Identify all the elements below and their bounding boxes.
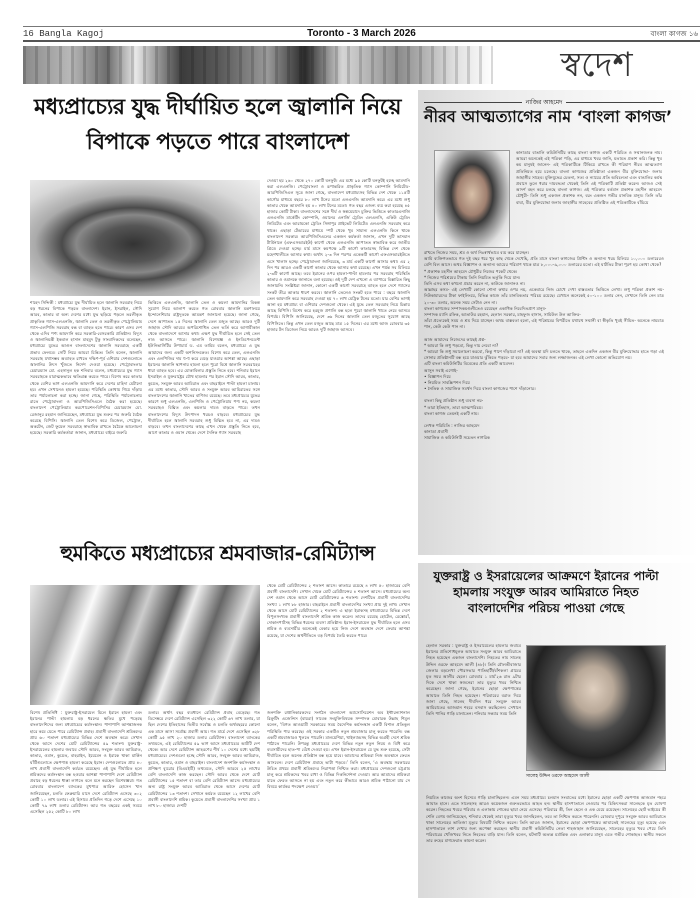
opinion-paragraph: তাঁরা প্রত্যেকেই সময় ও শ্রম দিয়ে যাচ্ছেন। অথচ বাস্তবতা হলো, এই পরিশ্রমের বিপরীতে যথাযথ সম্মানী বা স্বীকৃতি খুবই সীমিত- অনেকে নামমাত্র পান, কেউ কেউ পান না। (424, 318, 664, 330)
opinion-paragraph: আজ আমাদের নিজেদের কাছেই প্রশ্ন- (424, 336, 486, 342)
news-box-headline: যুক্তরাষ্ট্র ও ইসরায়েলের আক্রমণে ইরানের পাল্টা হামলায় সংযুক্ত আরব আমিরাতে নিহত বাংলাদেশির পরিচয় পাওয়া গেছে (433, 569, 659, 615)
gas-stove-photo (30, 180, 260, 296)
lead-column-2: ভিত্তিতে এলএনজি, জ্বালানি তেল ও কয়লা আমদানির বিকল্প সুযোগ নিয়ে আলাপ করতে গত রোববার জ্বালানি মন্ত্রণালয়ে ইন্দোনেশিয়ার রাষ্ট্রদূতকে আমন্ত্রণ জানানো হয়েছে। জানা গেছে, দেশে আপাতত ১৫ দিনের জ্বালানি তেল মজুত আছে। আরও দুটি জাহাজ সৌদি আরবে অপরিশোধিত তেল ভর্তি করে আগামীকাল থেকে বাংলাদেশে আসার কথা। এক্ষণ যুদ্ধ দীর্ঘায়িত হলে সেই তেল নাও আসতে পারে। জ্বালানি বিশেষজ্ঞ ও ইনডিপেনডেন্ট ইউনিভার্সিটির উপাচার্য ড. এম তামিম বলেন, মধ্যপ্রাচ্যে এ যুদ্ধ আমাদের জন্য একটি অশনিসংকেত। বিশেষ করে তেল, এলএনজি এবং এলপিজির দাম হু-হু করে বেড়ে যাওয়ার আশঙ্কা আছে। এছাড়া ইরানের জ্বালানি স্থাপনায় হামলা হলে পুরো বিশ্বে জ্বালানি সরবরাহের ধারা ব্যাহত হবে। এর মোকাবিলার প্রস্তুতি নিতে হবে। শনিবার ইরানে ইসরাইল ও যুক্তরাষ্ট্রের যৌথ হামলার পর ইরান সৌদি আরব, কাতার, কুয়েত, সংযুক্ত আরব আমিরাত এবং বাহরাইনে পাল্টা হামলা চালায়। এর মধ্যে কাতার, সৌদি আরব ও সংযুক্ত আরব আমিরাতের সঙ্গে বাংলাদেশের জ্বালানি খাতের বাণিজ্য রয়েছে। তবে মধ্যপ্রাচ্যের যুদ্ধের কারণে শুধু এলএনজি, এলপিজি ও পেট্রোলিয়াম পণ্য নয়, কয়লা সরবরাহও বিঘ্নিত এবং কয়লার দামও বাড়তে পারে। তখন বাংলাদেশের বিদ্যুৎ উৎপাদন খরচও বাড়বে। মধ্যপ্রাচ্যের যুদ্ধ দীর্ঘায়িত হলে জ্বালানি সরবরাহ শুধু বিঘ্নিত হবে না, এর দামও বাড়বে। তখন বাংলাদেশের কাছে এখন থেকে প্রস্তুতি নিতে হবে, আগে কাতার ও ওমান থেকে। দেশে দৈনিক গ্যাস সরবরাহ (148, 300, 260, 436)
news-box (418, 563, 700, 898)
remittance-photo (30, 585, 260, 705)
lead-column-1: শাহেদ সিদ্দিকী : মধ্যপ্রাচ্যে যুদ্ধ দীর্ঘায়িত হলে জ্বালানি সরবরাহ নিয়ে বড় ধরনের বিপাকে পড়তে বাংলাদেশ। ইরান, ইসরাইল, সৌদি আরব, কাতার বা অন্য দেশের মধ্যে যুদ্ধ ছড়িয়ে পড়লে তরলীকৃত প্রাকৃতিক গ্যাস-এলএনজি, জ্বালানি তেল ও তরলীকৃত পেট্রোলিয়াম গ্যাস-এলপিজি সরবরাহ বন্ধ বা ব্যাহত হতে পারে। কারণ এসব দেশ থেকে এদিব পণ্য আমদানি করে সরকারি-বেসরকারি প্রতিষ্ঠান। বিদ্যুৎ ও জ্বালানিমন্ত্রী ইকবাল হাসান মাহমুদ টুকু সাংবাদিকদের বলেছেন, মধ্যপ্রাচ্যে যুদ্ধের আগুন বাংলাদেশের জ্বালানি সরবরাহে একটি প্রভাব ফেলবে। সেটি নিয়ে আমরা চিন্তিত। তিনি বলেন, জ্বালানি সরবরাহ যথাসম্ভব অব্যাহত রাখতে দক্ষিণ-পূর্ব এশিয়ার দেশগুলোতে জ্বালানির উৎস খুঁজতে নির্দেশ দেওয়া হয়েছে। পেট্রোবাংলার চেয়ারম্যান মো. এহসানুল হক শনিবার বলেন, মধ্যপ্রাচ্যের যুদ্ধ গ্যাস সরবরাহকে মারাত্মকভাবে ক্ষতিগ্রস্ত করতে পারে। বিশেষ করে কাতার থেকে বেশির ভাগ এলএনজি আমদানি করে দেশের চাহিদা মেটানো হয়। এখন সেখানেও হামলা হয়েছে। পরিস্থিতি কোথায় গিয়ে দাঁড়ায় তার পর্যালোচনা করা হচ্ছে। জানা গেছে, পরিস্থিতি পর্যালোচনায় রাতে পেট্রোবাংলা ও আরপিজিসিএলে বৈঠক করা হয়েছে। বাংলাদেশ পেট্রোলিয়াম করপোরেশন-বিপিসির চেয়ারম্যান মো. রেজানুর রহমান জানিয়েছেন, মধ্যপ্রাচ্যে যুদ্ধ শুরুর পর জরুরি বৈঠক করেছে বিপিসি। জ্বালানি তেল বিশেষ করে ডিজেল, পেট্রোল, অকটেন, জেট ফুয়েল সরবরাহে স্বাভাবিক রাখতে বৈঠকে আলোচনা হয়েছে। সরকারি কর্মকর্তারা জানান, মধ্যপ্রাচ্যে বাইরে জরুরি (30, 300, 142, 436)
section-title: স্বদেশ (560, 45, 633, 85)
dateline: Toronto - 3 March 2026 (307, 28, 416, 39)
opinion-paragraph: বাংলা কাগজ তেমনই একটি নাম। (424, 410, 479, 416)
banner-photo-collage (23, 46, 493, 84)
opinion-paragraph: * আমরা কি শুধু পড়বো, কিন্তু দায় নেবো না? (424, 342, 499, 348)
second-column-1: বিশেষ প্রতিনিধি : যুক্তরাষ্ট্র-ইসরায়েল মিলে ইরানে হামলা এবং ইরানের পাল্টা হামলায় বড় ধরনের ক্ষতির মুখে পড়েছে বাংলাদেশিদের জন্য মধ্যপ্রাচ্যের কর্মসংস্থান। পাশাপাশি আশঙ্কাজনক হারে কমে যেতে পারে রেমিট্যান্স প্রবাহ। প্রবাসী বাংলাদেশি শ্রমিকদের প্রায় ৬০ শতাংশ মধ্যপ্রাচ্যের বিভিন্ন দেশে অবস্থান করে। সেখান থেকে আসে দেশের মোট রেমিট্যান্সের ৫৯ শতাংশ। যুক্তরাষ্ট্র-ইসরায়েলের হামলার জবাবে সৌদি আরব, সংযুক্ত আরব আমিরাত, কাতার, ওমান, কুয়েত, বাহরাইন, ইয়েমেন ও ইরাকে থাকা মার্কিন ঘাঁটিগুলোতে ক্ষেপণাস্ত্র হামলা করেছে ইরান। দেশগুলোতে প্রায় ৪০ লাখ প্রবাসী বাংলাদেশি কর্মরত রয়েছেন। এই যুদ্ধ দীর্ঘায়িত হলে শ্রমিকদের কর্মসংস্থান বন্ধ হওয়ার আশঙ্কা পাশাপাশি দেশে রেমিট্যান্স প্রবাহে বড় ধরনের ধাক্কা লাগতে বলে মনে করছেন বিশেষজ্ঞরা। গত রোববার বাংলাদেশ ব্যাংকের মুখপাত্র আরিফ হোসেন খান জানিয়েছেন, চলতি ফেব্রুয়ারি মাসে দেশে রেমিট্যান্স এসেছে ৩০২ কোটি ১০ লাখ ডলার। এই হিসাবে প্রতিদিন গড়ে দেশে এসেছে ১০ কোটি ৭৯ লাখ ডলার রেমিট্যান্স। আর গত বছরের একই সময়ে এসেছিল ২৫২ কোটি ৮০ লাখ (30, 710, 142, 815)
opinion-paragraph: সামাজিক ও কমিউনিটি সচেতন নাগরিক (424, 435, 490, 441)
page-header (23, 26, 700, 42)
second-column-3: জনশক্তি রপ্তানিকারকদের সংগঠন বাংলাদেশ অ্যাসোসিয়েশন অব ইন্টারন্যাশনাল রিক্রুটিং এজেন্সিস (বায়রা) সাবেক সংযুক্তিবিষয়ক সম্পাদক মোবারক উল্লাহ শিমুল বলেন, ‘বিগত আওয়ামী সরকারের সময় বৈদেশিক কর্মসংস্থান একটি বিশাল প্রতিকূল পরিস্থিতি পার করেছে। ওই সরকার একটিও নতুন শ্রমবাজার চালু করতে পারেনি। বন্ধ একটি শ্রমবাজারও খুলতে পারেনি। মালয়েশিয়া, থাইল্যান্ডসহ বিভিন্ন অগ্রহী দেশে শ্রমিক পাঠাতে পারেনি। উপরন্তু মধ্যপ্রাচ্যের দেশে বিভিন্ন নতুন নতুন নিয়ম ও বিধি করে ব্যবসায়ীদের হাত-পা বেঁধে দেওয়া হয়। এখন ইরান-ইসরায়েল যে যুদ্ধ শুরু হয়েছে, সেটা দীর্ঘায়িত হলে অনেক প্রতিষ্ঠান বন্ধ হয়ে যাবে। আমাদের শ্রমিকরা নিজ অবস্থানে ফেরত আসবেন। দেশে রেমিট্যান্স প্রবাহে ভাটা পড়বে।’ তিনি বলেন, ‘এ অবস্থায় সরকারের উচিত প্রথমে প্রবাসী শ্রমিকদের নিরাপত্তা নিশ্চিত করা। মধ্যপ্রাচ্যের দেশগুলো চট্টগ্রাম চালু করে শ্রমিকদের খবর রাখা ও বিভিন্ন দিকনির্দেশনা দেওয়া। আর আমাদের শ্রমিকরা যাতে ফেরত আসতে না হয় এবং নতুন করে কীভাবে আরও শ্রমিক পাঠানো যায় সে বিষয়ে কার্যকর পদক্ষেপ নেওয়া।’ (267, 710, 410, 790)
opinion-paragraph: আমি ব্যক্তিগতভাবে গত দুই বছর ধরে খুব কাছ থেকে দেখেছি, প্রতি মাসে বাংলা কাগজের প্রিন্টিং ও অন্যান্য খরচ মিলিয়ে ১০,০০০ ডলারেরও বেশি বিল আসে। অথচ বিজ্ঞাপন ও অন্যান্য আয়ের পরিমাণ থাকে মাত্র ৮,০০০-৯,০০০ ডলারের মতো। এই ঘাটতির টাকা পূরণ হয় কোথা থেকে? (424, 256, 664, 268)
opinion-byline: নাজির আহমেদ (424, 97, 664, 108)
lead-headline: মধ্যপ্রাচ্যের যুদ্ধ দীর্ঘায়িত হলে জ্বালানি নিয়ে বিপাকে পড়তে পারে বাংলাদেশ (34, 95, 401, 155)
second-headline: হুমকিতে মধ্যপ্রাচ্যের শ্রমবাজার-রেমিট্যান্স (60, 541, 375, 565)
opinion-box (418, 90, 700, 555)
opinion-paragraph: বাংলা কিছু প্রতিষ্ঠান শুধু ব্যবসা নয়- (424, 398, 484, 404)
opinion-paragraph: আসুন সবাই এগোই- (424, 367, 458, 373)
opinion-paragraph: * আমরা কি শুধু সমালোচনা করবো, কিন্তু পাশে দাঁড়াবো না? এই অবস্থা যদি চলতে থাকে, তাহলে একদিন একজন বীর মুক্তিযোদ্ধার হাতে গড়া এই সোনার প্রতিষ্ঠানটি বন্ধ হয়ে যাওয়ার ঝুঁকিতে পড়বে- যা হবে আমাদের সবার জন্য লজ্জাজনক। এই লেখা কোনো অভিযোগ নয়। (424, 349, 664, 361)
page-number-right: বাংলা কাগজ ১৬ (650, 29, 698, 38)
victim-photo-caption: সালেহ উদ্দিন ওরফে আহমেদ আলী (526, 774, 590, 779)
section-banner (23, 46, 700, 84)
byline-rule (566, 102, 664, 103)
opinion-paragraph: • বিজ্ঞাপন দিয়ে (424, 373, 451, 379)
opinion-paragraph: * তারা ইতিহাস, তারা আত্মপরিচয়। (424, 404, 483, 410)
opinion-headline: নীরব আত্মত্যাগের নাম ‘বাংলা কাগজ’ (424, 107, 673, 126)
opinion-paragraph: এটি বাংলা কমিউনিটির বিবেকের প্রতি একটি আবেদন। (424, 361, 515, 367)
page-number-left: 16 Bangla Kagoj (23, 28, 105, 39)
victim-portrait (526, 645, 666, 771)
opinion-paragraph: সম্পাদক ম্যানি রফিক, আতাউর রহমান, হেলাল সরকার, মাহফুজ হাসান, সামিউল উল আক্তির- (424, 312, 581, 318)
opinion-paragraph: • নিয়মিত সাবস্ক্রিপশন দিয়ে (424, 380, 470, 386)
opinion-paragraph: কানাডা প্রবাসী (424, 429, 449, 435)
opinion-paragraph: বাংলা কাগজের সম্পাদকমণ্ডলীতেও রয়েছেন একাধিক নিবেদিতপ্রাণ মানুষ- (424, 305, 547, 311)
byline-rule (424, 102, 522, 103)
opinion-paragraph: • নৈতিক ও সামাজিক সমর্থন দিয়ে বাংলা কাগজের পাশে দাঁড়ানোর। (424, 386, 536, 392)
lead-column-3: দেওয়া হয় ২৬০ থেকে ২৭০ কোটি ঘনফুট। এর মধ্যে ৯৫ কোটি ঘনফুটই হচ্ছে আমদানি করা এলএনজি। পেট্রোবাংলা ও রূপান্তরিত প্রাকৃতিক গ্যাস কোম্পানি লিমিটেড-আরপিজিসিএল সূত্রে জানা গেছে, বাংলাদেশ মধ্যপ্রাচ্যসহ বিভিন্ন দেশ থেকে ১১৫টি কার্গোর মাধ্যমে বছরে ৮০ লাখ টনের মতো এলএনজি আমদানি করে। এর মধ্যে শুধু কাতার থেকে আমদানি হয় ৪০ লাখ টনের মতো। গত বছর এজন্য ব্যয় করা হয়েছে ৪৫ হাজার কোটি টাকা। বাংলাদেশের সঙ্গে দীর্ঘ ও স্বল্পমেয়াদে চুক্তির ভিত্তিতে কাতারএনার্জি এলএনজি মার্কেটিং কোম্পানি, ওমানের এনার্জি ট্রেডিং এলএলসি, একিউ ট্রেডিং লিমিটেড এবং আরামকো ট্রেডিং সিঙ্গাপুর প্রাইভেট লিমিটেড এলএনজি সরবরাহ করে থাকে। এছাড়া টেন্ডারের মাধ্যমে স্পট থেকে খুব সামান্য এলএনজি কিনে থাকে বাংলাদেশ সরকার। আরপিজিসিএলের একজন কর্মকর্তা জানান, এখন দুটি ভাসমান টার্মিনালে (এফএসআরইউ) কার্গো থেকে এলএনজি আপাতত স্বাভাবিক করে জাতীয় গ্রিডে দেওয়া হচ্ছে। মার্চ মাসে কমপক্ষে ৯টি কার্গো কাতারসহ বিভিন্ন দেশ থেকে মহেশখালীতে আসার কথা। অর্থাৎ ২-৩ দিন পরপর একেকটি কার্গো এফএসআরইউতে এসে খালাস হচ্ছে। পেট্রোবাংলা জানিয়েছে, ৩ মার্চ একটি কার্গো আসার কথা। এর ২ দিন পর আরও একটি কার্গো কাতার থেকে আসার কথা রয়েছে। এখন পর্যন্ত সব মিলিয়ে ২-৩টি কার্গো আছে। তবে ইরানের ওপর হামলা-পাল্টা হামলার পর সরবরাহ পরিস্থিতি কাতার ও ওমানকে জানাতে বলা হয়েছে। ওই দুটি দেশ এখনো এ ব্যাপারে বিস্তারিত কিছু জানায়নি। সংশ্লিষ্টরা জানান, কোনো একটি কার্গো সরবরাহে ব্যাহত হলে দেশে গ্যাসের সংকট তীব্র আকার ধারণ করবে। জ্বালানি তেলেও সংকট হতে পারে : বছরে জ্বালানি তেল আমদানি করে সরবরাহ দেওয়া হয় ৭০ লাখ মেট্রিক টনের মতো। যার বেশির ভাগই আনা হয় মধ্যপ্রাচ্য বা এশিয়ার দেশগুলো থেকে। এই যুদ্ধে তেল সরবরাহ নিয়ে চিন্তায় আছে বিপিসি। বিশেষ করে হরমুজ প্রণালি বন্ধ হলে পুরো জ্বালানি খাতে নেমে আসবে বিপর্যয়। বিপিসি জানিয়েছে, দেশে ৩৬ দিনের জ্বালানি তেল মজুতের সুযোগ আছে বিপিসিতে। কিন্তু এখন তেল মজুত আছে মাত্র ১৫ দিনের। এর মধ্যে আজ রোববার ৩৫ হাজার টন ডিজেল নিয়ে আরও দুটি জাহাজ আসবে। (267, 178, 410, 332)
opinion-paragraph: * নিজের পরিশ্রমের টাকায় তিনি নিয়মিত ভর্তুকি দিয়ে যান। (424, 274, 521, 280)
opinion-paragraph: লেখক পরিচিতি : নাজির আহমেদ (424, 423, 480, 429)
second-column-2: ডলার। অর্থাৎ বছর ব্যবধানে রেমিট্যান্স প্রবাহ বেড়েছে। গত ডিসেম্বরে দেশে রেমিট্যান্স এসেছিল ৩২২ কোটি ৬৭ লাখ ডলার, যা ছিল দেশের ইতিহাসের দ্বিতীয় সর্বোচ্চ ও চলতি অর্থবছরের কোনো এক মাসে আসা সর্বোচ্চ প্রবাসী আয়। গত মার্চে দেশে এসেছিল ৩২৮ কোটি ৯৫ লাখ ২০ হাজার ডলার রেমিট্যান্স। বাংলাদেশ ব্যাংকের তথ্যমতে, এই রেমিট্যান্সের ৫৯ ভাগ আসে মধ্যপ্রাচ্যের আটটি দেশ থেকে। আর দেশে রেমিট্যান্স আহরণের শীর্ষ ১০ দেশের মধ্যে ছয়টিই মধ্যপ্রাচ্যের। দেশগুলো হচ্ছে সৌদি আরব, সংযুক্ত আরব আমিরাত, কুয়েত, কাতার, ওমান ও বাহরাইন। বাংলাদেশ জনশক্তি কর্মসংস্থান ও প্রশিক্ষণ ব্যুরোর (বিএমইটি) তথ্যমতে, সৌদি আরবে ২৫ লাখের বেশি বাংলাদেশি কাজ করছেন। সৌদি আরব থেকে দেশে মোট রেমিট্যান্সের ১৫ শতাংশ বা তার বেশি রেমিট্যান্স আসে। মধ্যপ্রাচ্যের অন্য রাষ্ট্র সংযুক্ত আরব আমিরাত থেকে আসে দেশের মোট রেমিট্যান্সের ১৩ শতাংশ। সেখানে কর্মরত রয়েছেন ১২ লাখের বেশি প্রবাসী বাংলাদেশি শ্রমিক। কুয়েতে প্রবাসী বাংলাদেশির সংখ্যা প্রায় ১ লাখ ৮০ হাজার। দেশটি (148, 710, 260, 809)
news-box-wrap-text: হেলাল সরকার : যুক্তরাষ্ট্র ও ইসরায়েলের হামলার জবাবে ইরানের প্রতিশোধমূলক আঘাতে সংযুক্ত আরব আমিরাতে নিহত হয়েছেন একজন বাংলাদেশি। নিহতের নাম সালেহ উদ্দিন ওরফে আহমেদ আলী (৪৮)। তিনি মৌলভীবাজার জেলার বড়লেখা পৌরসভার পাতিহাটী/বাঁশকলা গ্রামের মৃত সমর আলীর ছেলে। রোববার ১ মার্চ'২৬ রাত ৯টার দিকে দেশে থাকা স্বজনেরা তার মৃত্যুর খবর নিশ্চিত করেছেন। জানা গেছে, ইরানের ছোড়া ক্ষেপণাস্ত্রের আঘাতে তিনি নিহত হয়েছেন। পরিবারের বরাত দিয়ে জানা গেছে, সালেহ দীর্ঘদিন ধরে সংযুক্ত আরব আমিরাতের আজমান শহরে বসবাস করছিলেন। সেখানে তিনি পানির গাড়ি চালাতেন। শনিবার সন্ধ্যার সময় তিনি (426, 643, 521, 717)
opinion-paragraph: * প্রকাশক মহসীন আহমেদ চৌধুরীর নিজের পকেট থেকে। (424, 268, 518, 274)
opinion-paragraph: আল্লাহর কসম- এই লেখাটি কোনো শোনা কথার ওপর নয়, একেবারে নিজ চোখে দেখা বাস্তবতার ভিত্তিতে লেখা। শুধু পত্রিকা প্রকাশ নয়- নিউকামারদের টাকা ফাইলিংয়ে, বিভিন্ন কাজে তাঁর মানবিকতার পরিচয় রয়েছে। যেখানে অনেকেই ৫০-১০০ ডলার নেন, সেখানে তিনি নেন মাত্র ২০-৩০ ডলার, অনেক সময় সেটাও নেন না। (424, 287, 664, 305)
opinion-paragraph: তিনি এসব কথা কখনো প্রচার করেন না, কাউকে জানানও না। (424, 281, 526, 287)
second-column-right-top: থেকে মোট রেমিট্যান্সের ২ শতাংশ আসে। কাতারে রয়েছে ৪ লাখ ৫০ হাজারের বেশি প্রবাসী বাংলাদেশি। সেখান থেকে মোট রেমিট্যান্সের ৪ শতাংশ আসে। মধ্যপ্রাচ্যের অন্য দেশ ওমান থেকে আসে মোট রেমিট্যান্সের ৬ শতাংশ। দেশটিতে প্রবাসী বাংলাদেশির সংখ্যা ১ লাখ ৮৮ হাজার। বাহরাইনে প্রবাসী বাংলাদেশির সংখ্যা প্রায় দুই লাখ। সেখান থেকে আসে মোট রেমিট্যান্সের ২ শতাংশ। এ ছাড়া ইরাকসহ মধ্যপ্রাচ্যের বিভিন্ন দেশে বিপুলসংখ্যক প্রবাসী বাংলাদেশি শ্রমিক কাজ করেন। তাদের রয়েছে হোটেল, রেস্তোরাঁ, দোকানপাটসহ বিভিন্ন ধরনের ব্যবসা প্রতিষ্ঠান। ইরান-ইসরায়েল যুদ্ধ দীর্ঘায়িত হলে এসব শ্রমিক ও ব্যবসায়ীর অনেকেই বেকার হয়ে নিজ দেশে অবস্থান দেশে ফেরার আশঙ্কা রয়েছে, যা দেশের অর্থনীতিতে বড় বিপর্যয় তৈরি করতে পারে। (267, 583, 410, 638)
opinion-paragraph: রাখতে নিজের সময়, শ্রম ও অর্থ নিঃস্বার্থভাবে ব্যয় করে যাচ্ছেন। (424, 250, 530, 255)
opinion-body (424, 250, 664, 550)
author-portrait (434, 150, 510, 248)
opinion-wrap-text: কানাডার বাঙালি কমিউনিটির কাছে বাংলা কাগজ একটি পরিচিত ও সম্মানজনক নাম। আমরা অনেকেই এই পত্রিকা পড়ি, এর মাধ্যমে খবর জানি, মতামত প্রকাশ করি। কিন্তু খুব কম মানুষই জানেন- এই পত্রিকাটিকে টিকিয়ে রাখতে কী পরিমাণ নীরব আত্মত্যাগ প্রতিনিয়ত হয়ে চলেছে। বাংলা কাগজের প্রতিষ্ঠাতা একজন বীর মুক্তিযোদ্ধা- জনাব জাহাঙ্গীর সাহেব। মুক্তিযুদ্ধের চেতনা, সত্য ও ন্যায়ের প্রতি অবিচলতা এবং বাঙালির কর্মস্থ প্রবাসে তুলে ধরার দায়বদ্ধতা থেকেই তিনি এই পত্রিকাটি প্রতিষ্ঠা করেন। আজও সেই আদর্শ বহন করে চলছে বাংলা কাগজ। এই পত্রিকার বর্তমান প্রকাশক মহসীন আহমেদ চৌধুরী- তিনি শুধু একজন প্রকাশক নন, বরং একজন গভীর মানবিক মানুষ। তিনি তাঁর বাবা, বীর মুক্তিযোদ্ধা জনাব জাহাঙ্গীর সাহেবের প্রতিষ্ঠিত এই পত্রিকাটিকে বাঁচিয়ে (516, 150, 662, 205)
news-box-body: নিয়মিত কাজের অংশ হিসেবে গাড়ি চালাচ্ছিলেন। এমন সময় মধ্যপ্রাচ্যে চলমান সংঘাতের মধ্যে ইরানের ছোড়া একটি ক্ষেপণাস্ত্র আজমান শহরে আঘাত হানে। এতে সালেহসহ আরও কয়েকজন গুরুতরভাবে আহত হন। স্থানীয় হাসপাতালে নেওয়ার পর চিকিৎসকরা সালেহকে মৃত ঘোষণা করেন। নিহতের খবরে পরিবার ও এলাকায় শোকের ছায়া নেমে এসেছে। পরিবারে স্ত্রী, তিন ছেলে ও এক মেয়ে রয়েছেন। সালেহের ছোট ভাইয়ের স্ত্রী শেলি বেগম জানিয়েছেন, শনিবার থেকেই তারা মৃত্যুর খবর জানছিলেন, তবে তা নিশ্চিত করতে পারেননি। রোববার দুপুরে সংযুক্ত আরব আমিরাতে থাকা সালেহের ভাতিজা মৃত্যুর বিষয়টি নিশ্চিত করেন। তিনি আরও জানান, ইরানের ছোড়া ক্ষেপণাস্ত্রের আঘাতেই সালেহের মৃত্যু হয়েছে এবং হাসপাতালে লাশ দেখার জন্য অপেক্ষা করছেন। স্থানীয় প্রবাসী কমিউনিটির নেতা শাহজাহান জানিয়েছেন, সালেহের মৃত্যুর খবর পেয়ে তিনি পরিবারের খোঁজখবর নিতে নিহতের বাড়ি যান। তিনি বলেন, ঘটনাটি অত্যন্ত মর্মান্তিক এবং এলাকার মানুষ এতে গভীর শোকাহত। স্থানীয় সকলে তার রুহের মাগফেরাত কামনা করেন। (426, 795, 666, 844)
